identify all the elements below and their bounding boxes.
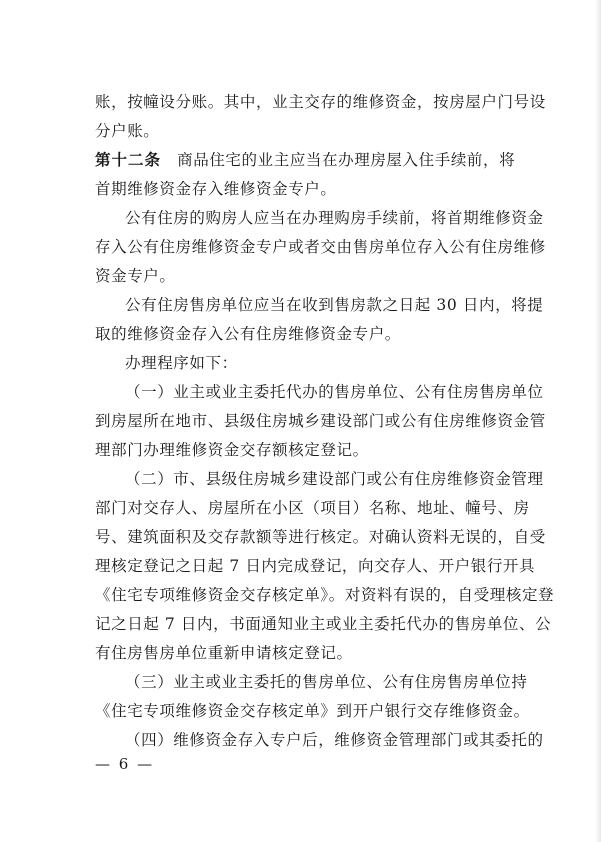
paragraph-line: 存入公有住房维修资金专户或者交由售房单位存入公有住房维修	[95, 238, 546, 256]
paragraph-line: （一）业主或业主委托代办的售房单位、公有住房售房单位	[125, 383, 544, 401]
paragraph-line: 《住宅专项维修资金交存核定单》。对资料有误的，自受理核定登	[95, 586, 555, 604]
paragraph-line: 公有住房的购房人应当在办理购房手续前，将首期维修资金	[125, 209, 544, 227]
paragraph-line: 号、建筑面积及交存款额等进行核定。对确认资料无误的，自受	[95, 528, 546, 546]
paragraph-line: 首期维修资金存入维修资金专户。	[95, 180, 337, 198]
page-edge-shadow	[595, 0, 601, 842]
paragraph-line: 分户账。	[95, 122, 160, 140]
paragraph-line-text: 商品住宅的业主应当在办理房屋入住手续前，将	[177, 151, 516, 169]
paragraph-line: （二）市、县级住房城乡建设部门或公有住房维修资金管理	[125, 470, 544, 488]
page-number: — 6 —	[95, 755, 155, 773]
paragraph-line: 有住房售房单位重新申请核定登记。	[95, 644, 353, 662]
paragraph-line: （三）业主或业主委托的售房单位、公有住房售房单位持	[125, 673, 528, 691]
article-12-heading-line	[95, 150, 515, 170]
paragraph-line: 账，按幢设分账。其中，业主交存的维修资金，按房屋户门号设	[95, 93, 546, 111]
paragraph-line: 部门对交存人、房屋所在小区（项目）名称、地址、幢号、房	[95, 499, 530, 517]
paragraph-line: 公有住房售房单位应当在收到售房款之日起 30 日内，将提	[125, 296, 544, 314]
paragraph-line: 取的维修资金存入公有住房维修资金专户。	[95, 325, 401, 343]
paragraph-line: 《住宅专项维修资金交存核定单》到开户银行交存维修资金。	[95, 702, 530, 720]
paragraph-line: 到房屋所在地市、县级住房城乡建设部门或公有住房维修资金管	[95, 412, 546, 430]
article-label: 第十二条	[95, 151, 162, 169]
paragraph-line: 办理程序如下：	[125, 354, 238, 372]
paragraph-line: 理部门办理维修资金交存额核定登记。	[95, 441, 369, 459]
paragraph-line: 理核定登记之日起 7 日内完成登记，向交存人、开户银行开具	[95, 557, 536, 575]
paragraph-line: 资金专户。	[95, 267, 176, 285]
paragraph-line: （四）维修资金存入专户后，维修资金管理部门或其委托的	[125, 731, 544, 749]
paragraph-line: 记之日起 7 日内，书面通知业主或业主委托代办的售房单位、公	[95, 615, 552, 633]
